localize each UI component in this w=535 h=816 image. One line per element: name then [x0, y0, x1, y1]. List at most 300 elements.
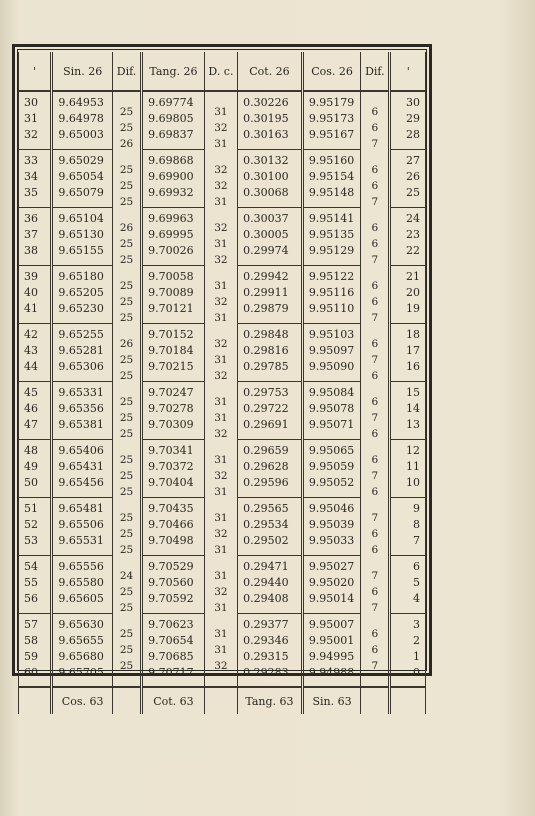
table-value: 0 [413, 666, 420, 679]
table-value: 0.29408 [243, 592, 289, 605]
difference-value: 25 [119, 295, 134, 308]
minutes-right-cell [390, 498, 426, 556]
table-value: 9.65029 [58, 154, 104, 167]
table-value: 9.70341 [148, 444, 194, 457]
cot-cell [238, 440, 303, 498]
table-value: 9.69995 [148, 228, 194, 241]
table-value: 9.65054 [58, 170, 104, 183]
table-row [19, 498, 426, 556]
table-value: 9.64978 [58, 112, 104, 125]
table-value: 9.70121 [148, 302, 194, 315]
tang-cell [142, 150, 205, 208]
difference-value: 6 [371, 279, 379, 292]
table-row [19, 208, 426, 266]
difference-value: 6 [371, 179, 379, 192]
difference-value: 32 [214, 469, 228, 482]
dif-left-cell [112, 440, 141, 498]
difference-value: 25 [119, 601, 134, 614]
table-row [19, 382, 426, 440]
table-value: 9.95154 [308, 170, 355, 183]
difference-value: 31 [214, 311, 228, 324]
table-value: 9.65104 [58, 212, 104, 225]
table-value: 0.29848 [243, 328, 289, 341]
minutes-right-cell [390, 208, 426, 266]
table-value: 9.70717 [148, 666, 194, 679]
table-value: 9.95078 [308, 402, 355, 415]
difference-value: 25 [119, 369, 134, 382]
dif-right-cell [361, 382, 390, 440]
table-value: 44 [24, 360, 38, 373]
difference-value: 6 [371, 369, 379, 382]
difference-value: 31 [214, 543, 228, 556]
difference-value: 31 [214, 627, 228, 640]
dif-right-cell [361, 324, 390, 382]
minutes-left-cell [19, 556, 52, 614]
difference-value: 25 [119, 585, 134, 598]
cot-cell [238, 556, 303, 614]
table-value: 9.70247 [148, 386, 194, 399]
difference-value: 6 [371, 221, 379, 234]
cos-cell [302, 614, 360, 688]
table-value: 9.65431 [58, 460, 104, 473]
table-value: 7 [413, 534, 420, 547]
header-minutes-left: ' [19, 52, 52, 91]
header-cot: Cot. 26 [238, 52, 303, 91]
difference-value: 6 [371, 427, 379, 440]
footer-sin: Sin. 63 [302, 687, 360, 714]
table-value: 1 [413, 650, 420, 663]
table-value: 41 [24, 302, 38, 315]
table-value: 9.65079 [58, 186, 104, 199]
table-value: 9.95027 [308, 560, 355, 573]
minutes-left-cell [19, 91, 52, 150]
minutes-right-cell [390, 556, 426, 614]
sin-cell [52, 324, 113, 382]
difference-value: 7 [371, 138, 379, 150]
difference-value: 25 [119, 427, 134, 440]
table-value: 39 [24, 270, 38, 283]
table-value: 14 [406, 402, 420, 415]
difference-value: 25 [119, 527, 134, 540]
difference-value: 32 [214, 369, 228, 382]
difference-value: 7 [371, 601, 379, 614]
table-value: 0.29974 [243, 244, 289, 257]
table-value: 9.70184 [148, 344, 194, 357]
table-value: 46 [24, 402, 38, 415]
table-value: 9.95065 [308, 444, 355, 457]
table-value: 0.29502 [243, 534, 289, 547]
dc-cell [204, 614, 237, 688]
table-value: 15 [406, 386, 420, 399]
difference-value: 32 [214, 337, 228, 350]
table-value: 9.65705 [58, 666, 104, 679]
difference-value: 6 [371, 643, 379, 656]
difference-value: 32 [214, 253, 228, 266]
difference-value: 31 [214, 106, 228, 118]
table-value: 9.95039 [308, 518, 355, 531]
difference-value: 25 [119, 411, 134, 424]
cos-cell [302, 556, 360, 614]
log-trig-table [18, 52, 426, 714]
table-value: 9.95097 [308, 344, 355, 357]
cot-cell [238, 208, 303, 266]
header-dc: D. c. [204, 52, 237, 91]
table-value: 32 [24, 128, 38, 141]
table-value: 0.29346 [243, 634, 289, 647]
table-value: 30 [406, 96, 420, 109]
minutes-left-cell [19, 150, 52, 208]
table-value: 9.65456 [58, 476, 104, 489]
difference-value: 25 [119, 469, 134, 482]
table-value: 0.30195 [243, 112, 289, 125]
dc-cell [204, 266, 237, 324]
table-value: 0.29942 [243, 270, 289, 283]
tang-cell [142, 91, 205, 150]
cos-cell [302, 498, 360, 556]
dif-right-cell [361, 498, 390, 556]
table-value: 0.30100 [243, 170, 289, 183]
table-value: 9.65356 [58, 402, 104, 415]
sin-cell [52, 208, 113, 266]
minutes-right-cell [390, 614, 426, 688]
difference-value: 6 [371, 485, 379, 498]
difference-value: 32 [214, 295, 228, 308]
table-value: 9.65155 [58, 244, 104, 257]
cot-cell [238, 382, 303, 440]
table-value: 11 [406, 460, 420, 473]
table-value: 9.65655 [58, 634, 104, 647]
table-value: 19 [406, 302, 420, 315]
table-value: 23 [406, 228, 420, 241]
difference-value: 31 [214, 138, 228, 150]
table-value: 9.95160 [308, 154, 355, 167]
table-value: 18 [406, 328, 420, 341]
tang-cell [142, 324, 205, 382]
difference-value: 31 [214, 601, 228, 614]
dif-left-cell [112, 382, 141, 440]
table-value: 33 [24, 154, 38, 167]
table-value: 9.65580 [58, 576, 104, 589]
table-value: 52 [24, 518, 38, 531]
table-value: 9.65255 [58, 328, 104, 341]
table-value: 9 [413, 502, 420, 515]
cos-cell [302, 208, 360, 266]
table-value: 9.70026 [148, 244, 194, 257]
table-value: 0.29628 [243, 460, 289, 473]
table-value: 6 [413, 560, 420, 573]
difference-value: 25 [119, 453, 134, 466]
table-value: 9.95141 [308, 212, 355, 225]
sin-cell [52, 91, 113, 150]
table-value: 9.95129 [308, 244, 355, 257]
table-value: 35 [24, 186, 38, 199]
table-row [19, 266, 426, 324]
difference-value: 24 [119, 569, 134, 582]
table-value: 9.95167 [308, 128, 355, 141]
footer-tang: Tang. 63 [238, 687, 303, 714]
table-value: 9.95122 [308, 270, 355, 283]
footer-cos: Cos. 63 [52, 687, 113, 714]
difference-value: 7 [371, 353, 379, 366]
table-value: 9.65180 [58, 270, 104, 283]
table-value: 9.69963 [148, 212, 194, 225]
sin-cell [52, 440, 113, 498]
table-value: 0.30037 [243, 212, 289, 225]
dif-right-cell [361, 150, 390, 208]
table-value: 31 [24, 112, 38, 125]
table-value: 37 [24, 228, 38, 241]
difference-value: 7 [371, 311, 379, 324]
table-value: 9.95052 [308, 476, 355, 489]
cos-cell [302, 382, 360, 440]
table-value: 9.69932 [148, 186, 194, 199]
sin-cell [52, 150, 113, 208]
table-value: 16 [406, 360, 420, 373]
table-value: 29 [406, 112, 420, 125]
minutes-left-cell [19, 614, 52, 688]
table-value: 9.94988 [308, 666, 355, 679]
difference-value: 25 [119, 643, 134, 656]
table-value: 9.69900 [148, 170, 194, 183]
minutes-left-cell [19, 266, 52, 324]
table-value: 9.69837 [148, 128, 194, 141]
difference-value: 7 [371, 569, 379, 582]
table-value: 0.29565 [243, 502, 289, 515]
difference-value: 7 [371, 659, 379, 672]
table-value: 9.70466 [148, 518, 194, 531]
difference-value: 25 [119, 543, 134, 556]
header-tang: Tang. 26 [142, 52, 205, 91]
table-value: 9.70529 [148, 560, 194, 573]
difference-value: 7 [371, 195, 379, 208]
dc-cell [204, 324, 237, 382]
table-value: 58 [24, 634, 38, 647]
difference-value: 6 [371, 237, 379, 250]
table-value: 9.70152 [148, 328, 194, 341]
difference-value: 32 [214, 585, 228, 598]
difference-value: 31 [214, 237, 228, 250]
difference-value: 32 [214, 527, 228, 540]
difference-value: 6 [371, 585, 379, 598]
tang-cell [142, 266, 205, 324]
minutes-right-cell [390, 440, 426, 498]
table-value: 9.70623 [148, 618, 194, 631]
difference-value: 25 [119, 122, 134, 134]
cot-cell [238, 266, 303, 324]
table-body [19, 91, 426, 687]
difference-value: 32 [214, 427, 228, 440]
dif-left-cell [112, 556, 141, 614]
table-value: 0.29785 [243, 360, 289, 373]
dc-cell [204, 150, 237, 208]
table-value: 9.65531 [58, 534, 104, 547]
tang-cell [142, 614, 205, 688]
dif-right-cell [361, 91, 390, 150]
table-row [19, 91, 426, 150]
table-value: 30 [24, 96, 38, 109]
table-value: 9.70435 [148, 502, 194, 515]
table-value: 9.95148 [308, 186, 355, 199]
difference-value: 32 [214, 122, 228, 134]
tang-cell [142, 440, 205, 498]
difference-value: 25 [119, 195, 134, 208]
table-value: 9.95020 [308, 576, 355, 589]
dc-cell [204, 498, 237, 556]
difference-value: 25 [119, 511, 134, 524]
table-value: 24 [406, 212, 420, 225]
table-value: 55 [24, 576, 38, 589]
table-value: 0.30132 [243, 154, 289, 167]
table-value: 9.64953 [58, 96, 104, 109]
difference-value: 6 [371, 122, 379, 134]
table-value: 9.65130 [58, 228, 104, 241]
minutes-left-cell [19, 440, 52, 498]
table-value: 34 [24, 170, 38, 183]
difference-value: 32 [214, 163, 228, 176]
table-value: 8 [413, 518, 420, 531]
table-value: 21 [406, 270, 420, 283]
table-value: 4 [413, 592, 420, 605]
difference-value: 25 [119, 353, 134, 366]
cos-cell [302, 150, 360, 208]
table-row [19, 324, 426, 382]
tang-cell [142, 556, 205, 614]
difference-value: 31 [214, 643, 228, 656]
table-value: 5 [413, 576, 420, 589]
table-value: 45 [24, 386, 38, 399]
footer-empty-right [390, 687, 426, 714]
dc-cell [204, 208, 237, 266]
table-value: 10 [406, 476, 420, 489]
table-value: 56 [24, 592, 38, 605]
difference-value: 31 [214, 453, 228, 466]
table-value: 26 [406, 170, 420, 183]
table-value: 9.95084 [308, 386, 355, 399]
table-value: 17 [406, 344, 420, 357]
dif-right-cell [361, 556, 390, 614]
dif-left-cell [112, 324, 141, 382]
table-value: 0.30226 [243, 96, 289, 109]
table-value: 9.70058 [148, 270, 194, 283]
table-row [19, 440, 426, 498]
table-value: 9.65630 [58, 618, 104, 631]
table-value: 9.94995 [308, 650, 355, 663]
cos-cell [302, 324, 360, 382]
difference-value: 31 [214, 411, 228, 424]
table-value: 3 [413, 618, 420, 631]
difference-value: 25 [119, 163, 134, 176]
table-value: 36 [24, 212, 38, 225]
difference-value: 32 [214, 221, 228, 234]
table-value: 9.95046 [308, 502, 355, 515]
minutes-right-cell [390, 266, 426, 324]
table-value: 9.95090 [308, 360, 355, 373]
difference-value: 26 [119, 221, 134, 234]
table-value: 40 [24, 286, 38, 299]
table-value: 53 [24, 534, 38, 547]
table-value: 43 [24, 344, 38, 357]
header-sin: Sin. 26 [52, 52, 113, 91]
difference-value: 25 [119, 253, 134, 266]
table-value: 9.70372 [148, 460, 194, 473]
cot-cell [238, 498, 303, 556]
footer-cot: Cot. 63 [142, 687, 205, 714]
table-row [19, 614, 426, 688]
dif-right-cell [361, 266, 390, 324]
footer-empty-dif2 [361, 687, 390, 714]
dif-left-cell [112, 150, 141, 208]
difference-value: 31 [214, 353, 228, 366]
table-value: 9.95033 [308, 534, 355, 547]
minutes-left-cell [19, 382, 52, 440]
header-minutes-right: ' [390, 52, 426, 91]
cos-cell [302, 91, 360, 150]
cos-cell [302, 440, 360, 498]
table-value: 9.70654 [148, 634, 194, 647]
table-value: 0.30163 [243, 128, 289, 141]
table-value: 0.29816 [243, 344, 289, 357]
sin-cell [52, 556, 113, 614]
table-value: 0.29911 [243, 286, 289, 299]
dc-cell [204, 91, 237, 150]
tang-cell [142, 498, 205, 556]
sin-cell [52, 614, 113, 688]
difference-value: 6 [371, 527, 379, 540]
difference-value: 31 [214, 279, 228, 292]
difference-value: 25 [119, 279, 134, 292]
dif-right-cell [361, 614, 390, 688]
table-value: 0.30068 [243, 186, 289, 199]
dif-left-cell [112, 498, 141, 556]
difference-value: 32 [214, 179, 228, 192]
footer-row [19, 687, 426, 714]
table-value: 60 [24, 666, 38, 679]
table-value: 20 [406, 286, 420, 299]
table-value: 9.95014 [308, 592, 355, 605]
difference-value: 25 [119, 627, 134, 640]
table-value: 0.29377 [243, 618, 289, 631]
table-value: 0.29722 [243, 402, 289, 415]
table-value: 25 [406, 186, 420, 199]
table-value: 0.29879 [243, 302, 289, 315]
table-value: 9.95103 [308, 328, 355, 341]
table-value: 9.95007 [308, 618, 355, 631]
table-value: 9.70309 [148, 418, 194, 431]
dif-left-cell [112, 614, 141, 688]
difference-value: 26 [119, 337, 134, 350]
table-value: 57 [24, 618, 38, 631]
difference-value: 7 [371, 411, 379, 424]
dif-left-cell [112, 91, 141, 150]
header-row [19, 52, 426, 91]
difference-value: 25 [119, 179, 134, 192]
table-value: 9.95179 [308, 96, 355, 109]
table-value: 9.70560 [148, 576, 194, 589]
table-value: 9.95173 [308, 112, 355, 125]
minutes-left-cell [19, 498, 52, 556]
difference-value: 7 [371, 469, 379, 482]
table-value: 9.65506 [58, 518, 104, 531]
table-value: 9.70278 [148, 402, 194, 415]
table-value: 0.29753 [243, 386, 289, 399]
table-value: 27 [406, 154, 420, 167]
difference-value: 31 [214, 195, 228, 208]
table-value: 0.29596 [243, 476, 289, 489]
header-dif-right: Dif. [361, 52, 390, 91]
table-value: 9.65205 [58, 286, 104, 299]
table-value: 9.65331 [58, 386, 104, 399]
table-value: 9.69868 [148, 154, 194, 167]
